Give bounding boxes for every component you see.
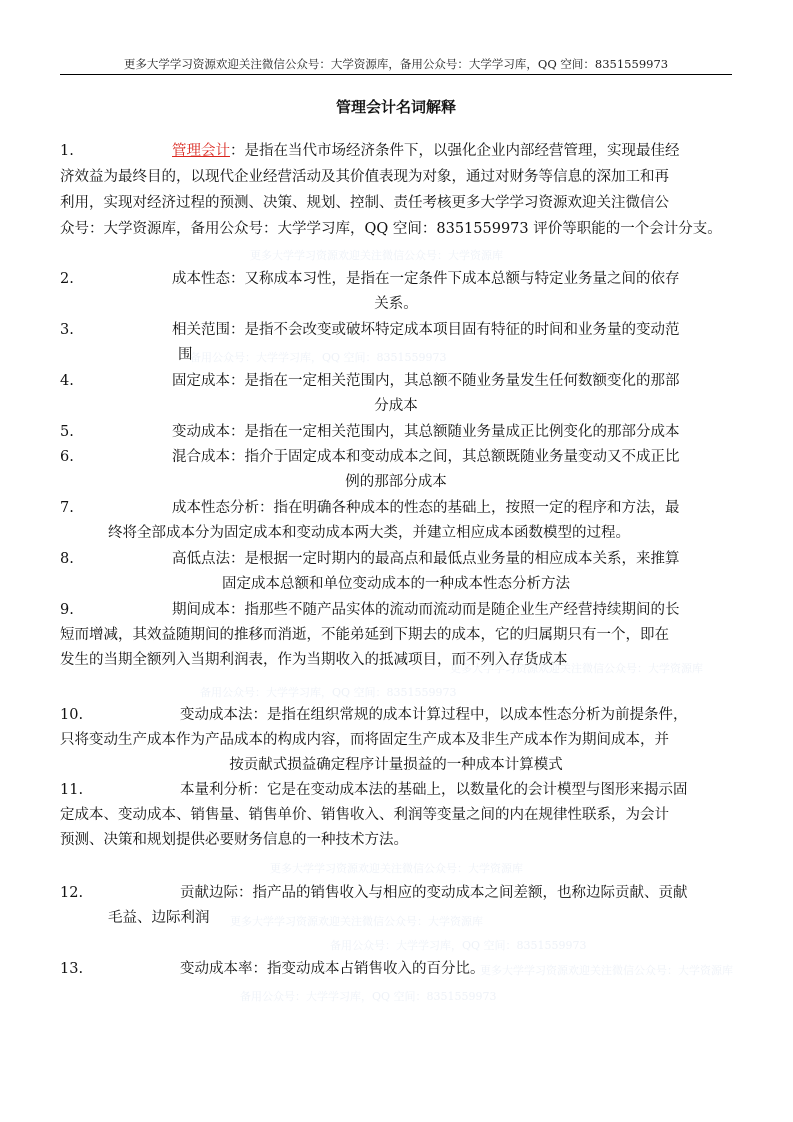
item-number: 11. (60, 782, 84, 798)
watermark-text: 更多大学学习资源欢迎关注微信公众号：大学资源库 (230, 915, 483, 928)
definition-line: 发生的当期全额列入当期利润表，作为当期收入的抵减项目，而不列入存货成本 (60, 652, 568, 668)
definition-line: 混合成本：指介于固定成本和变动成本之间，其总额既随业务量变动又不成正比 (172, 449, 680, 465)
definition-item (60, 139, 732, 249)
definition-item (60, 598, 732, 676)
watermark-text: 更多大学学习资源欢迎关注微信公众号：大学资源库 (450, 662, 703, 675)
definition-line: 变动成本法：是指在组织常规的成本计算过程中，以成本性态分析为前提条件， (180, 707, 688, 723)
item-number: 5. (60, 424, 74, 440)
watermark-text: 更多大学学习资源欢迎关注微信公众号：大学资源库 (250, 249, 503, 262)
definition-line: 济效益为最终目的，以现代企业经营活动及其价值表现为对象，通过对财务等信息的深加工和再 (60, 169, 669, 185)
watermark-text: 更多大学学习资源欢迎关注微信公众号：大学资源库 (480, 964, 733, 977)
watermark-text: 备用公众号：大学学习库，QQ 空间：8351559973 (190, 351, 447, 364)
definition-item (60, 703, 732, 781)
definition-line: 预测、决策和规划提供必要财务信息的一种技术方法。 (60, 832, 408, 848)
definition-line: 定成本、变动成本、销售量、销售单价、销售收入、利润等变量之间的内在规律性联系，为会计 (60, 807, 669, 823)
definition-item (60, 778, 732, 856)
definition-line: 成本性态分析：指在明确各种成本的性态的基础上，按照一定的程序和方法，最 (172, 500, 680, 516)
definition-line: 固定成本总额和单位变动成本的一种成本性态分析方法 (222, 576, 570, 592)
definition-item (60, 420, 732, 446)
definition-item (60, 496, 732, 548)
definition-line: 例的那部分成本 (345, 474, 447, 490)
item-number: 1. (60, 143, 74, 159)
definition-line: 成本性态：又称成本习性，是指在一定条件下成本总额与特定业务量之间的依存 (172, 271, 680, 287)
watermark-text: 备用公众号：大学学习库，QQ 空间：8351559973 (330, 939, 587, 952)
item-number: 7. (60, 500, 74, 516)
definition-line: 众号：大学资源库，备用公众号：大学学习库，QQ 空间：8351559973 评价等职能的一个会计分支。 (60, 221, 722, 237)
definition-line (172, 139, 680, 164)
definition-line: 围 (178, 347, 193, 363)
page-header: 更多大学学习资源欢迎关注微信公众号：大学资源库，备用公众号：大学学习库，QQ 空间：8351559973 (123, 57, 669, 71)
item-number: 13. (60, 961, 84, 977)
definition-line: 利用，实现对经济过程的预测、决策、规划、控制、责任考核更多大学学习资源欢迎关注微信公 (60, 195, 669, 211)
definition-line: 相关范围：是指不会改变或破坏特定成本项目固有特征的时间和业务量的变动范 (172, 322, 680, 338)
item-number: 2. (60, 271, 74, 287)
item-number: 3. (60, 322, 74, 338)
definition-line: 只将变动生产成本作为产品成本的构成内容，而将固定生产成本及非生产成本作为期间成本，并 (60, 732, 669, 748)
definition-line: 变动成本率：指变动成本占销售收入的百分比。 (180, 961, 485, 977)
definition-item (60, 881, 732, 933)
item-number: 4. (60, 373, 74, 389)
definition-item (60, 267, 732, 319)
item-number: 12. (60, 885, 84, 901)
item-number: 6. (60, 449, 74, 465)
watermark-text: 更多大学学习资源欢迎关注微信公众号：大学资源库 (270, 862, 523, 875)
item-number: 10. (60, 707, 84, 723)
definition-item (60, 957, 732, 983)
header-divider (60, 74, 732, 75)
definition-line: 关系。 (374, 296, 418, 312)
definition-item (60, 369, 732, 421)
definition-line: 期间成本：指那些不随产品实体的流动而流动而是随企业生产经营持续期间的长 (172, 602, 680, 618)
definition-line: 高低点法：是根据一定时期内的最高点和最低点业务量的相应成本关系，来推算 (172, 551, 680, 567)
definition-line: 短而增减，其效益随期间的推移而消逝，不能弟延到下期去的成本，它的归属期只有一个，即在 (60, 627, 669, 643)
definition-line: 按贡献式损益确定程序计量损益的一种成本计算模式 (229, 757, 563, 773)
definition-line: 贡献边际：指产品的销售收入与相应的变动成本之间差额，也称边际贡献、贡献 (180, 885, 688, 901)
definition-text: ：是指在当代市场经济条件下，以强化企业内部经营管理，实现最佳经 (230, 143, 680, 159)
definition-item (60, 445, 732, 497)
item-number: 8. (60, 551, 74, 567)
definition-line: 终将全部成本分为固定成本和变动成本两大类，并建立相应成本函数模型的过程。 (108, 525, 630, 541)
definition-line: 变动成本：是指在一定相关范围内，其总额随业务量成正比例变化的那部分成本 (172, 424, 680, 440)
definition-line: 分成本 (374, 398, 418, 414)
watermark-text: 备用公众号：大学学习库，QQ 空间：8351559973 (240, 990, 497, 1003)
definition-line: 固定成本：是指在一定相关范围内，其总额不随业务量发生任何数额变化的那部 (172, 373, 680, 389)
definition-item (60, 318, 732, 370)
watermark-text: 备用公众号：大学学习库，QQ 空间：8351559973 (200, 686, 457, 699)
item-number: 9. (60, 602, 74, 618)
definition-item (60, 547, 732, 599)
term-link[interactable]: 管理会计 (172, 143, 230, 159)
document-title: 管理会计名词解释 (335, 98, 456, 116)
definition-line: 本量利分析：它是在变动成本法的基础上，以数量化的会计模型与图形来揭示固 (180, 782, 688, 798)
definition-line: 毛益、边际利润 (108, 910, 210, 926)
